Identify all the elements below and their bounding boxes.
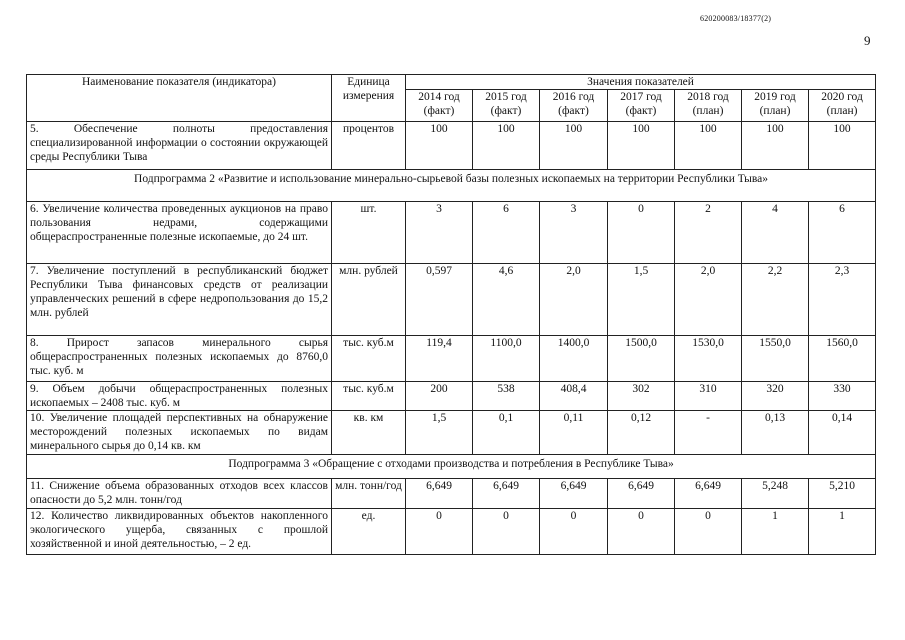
header-year (742, 90, 809, 122)
header-year (473, 90, 540, 122)
header-year-label: 2019 год (754, 91, 796, 103)
indicator-value: 100 (608, 122, 675, 170)
indicator-name: 7. Увеличение поступлений в республиканский бюджет Республики Тыва финансовых средств от реализации управленческих решений в сфере недропользования до 15,2 млн. рублей (27, 264, 332, 336)
indicator-row (27, 509, 876, 555)
indicator-row (27, 122, 876, 170)
header-year-label: 2018 год (687, 91, 729, 103)
indicator-value: 4,6 (473, 264, 540, 336)
indicator-value: - (675, 411, 742, 455)
indicator-value: 0 (540, 509, 608, 555)
indicator-value: 6 (473, 202, 540, 264)
indicator-value: 0 (675, 509, 742, 555)
indicator-value: 0,13 (742, 411, 809, 455)
indicator-value: 100 (675, 122, 742, 170)
indicator-value: 3 (406, 202, 473, 264)
indicator-value: 119,4 (406, 336, 473, 382)
indicator-value: 0,1 (473, 411, 540, 455)
header-year-kind: (факт) (625, 105, 657, 117)
indicator-value: 100 (406, 122, 473, 170)
page-number: 9 (864, 33, 871, 48)
indicator-value: 6,649 (406, 479, 473, 509)
indicator-row (27, 202, 876, 264)
indicator-value: 1,5 (406, 411, 473, 455)
indicator-value: 1400,0 (540, 336, 608, 382)
indicator-value: 1,5 (608, 264, 675, 336)
indicator-value: 1560,0 (809, 336, 876, 382)
indicator-value: 1550,0 (742, 336, 809, 382)
indicator-name: 11. Снижение объема образованных отходов всех классов опасности до 5,2 млн. тонн/год (27, 479, 332, 509)
header-unit: Единица измерения (332, 75, 406, 122)
indicator-value: 6,649 (473, 479, 540, 509)
indicator-value: 0,597 (406, 264, 473, 336)
indicator-value: 302 (608, 382, 675, 411)
header-name: Наименование показателя (индикатора) (27, 75, 332, 122)
indicator-unit: млн. рублей (332, 264, 406, 336)
header-year-label: 2015 год (485, 91, 527, 103)
header-year-label: 2014 год (418, 91, 460, 103)
header-year-label: 2016 год (552, 91, 595, 103)
header-values: Значения показателей (406, 75, 876, 90)
indicator-name: 10. Увеличение площадей перспективных на обнаружение месторождений полезных ископаемых по видам минерального сырья до 0,14 кв. км (27, 411, 332, 455)
indicator-value: 1 (742, 509, 809, 555)
subprogram-title: Подпрограмма 2 «Развитие и использование минерально-сырьевой базы полезных ископаемых на территории Республики Тыва» (27, 170, 876, 202)
indicator-value: 320 (742, 382, 809, 411)
indicator-value: 2,2 (742, 264, 809, 336)
indicator-row (27, 264, 876, 336)
indicator-value: 100 (742, 122, 809, 170)
indicator-name: 9. Объем добычи общераспространенных полезных ископаемых – 2408 тыс. куб. м (27, 382, 332, 411)
indicator-value: 4 (742, 202, 809, 264)
indicator-name: 12. Количество ликвидированных объектов накопленного экологического ущерба, связанных с прошлой хозяйственной и иной деятельностью, – 2 ед. (27, 509, 332, 555)
subprogram-row (27, 455, 876, 479)
indicator-value: 0 (473, 509, 540, 555)
indicator-value: 5,248 (742, 479, 809, 509)
indicator-value: 100 (540, 122, 608, 170)
indicator-value: 1500,0 (608, 336, 675, 382)
header-year-kind: (факт) (490, 105, 522, 117)
header-year (540, 90, 608, 122)
indicator-value: 2,0 (540, 264, 608, 336)
indicator-row (27, 336, 876, 382)
indicator-value: 5,210 (809, 479, 876, 509)
indicator-value: 1 (809, 509, 876, 555)
header-year (675, 90, 742, 122)
header-year-kind: (план) (759, 105, 791, 117)
indicator-value: 2,0 (675, 264, 742, 336)
indicator-value: 6,649 (540, 479, 608, 509)
indicator-value: 6 (809, 202, 876, 264)
indicator-row (27, 479, 876, 509)
indicator-value: 538 (473, 382, 540, 411)
indicator-value: 6,649 (608, 479, 675, 509)
indicator-value: 100 (809, 122, 876, 170)
indicator-value: 0,11 (540, 411, 608, 455)
header-year (809, 90, 876, 122)
indicator-value: 100 (473, 122, 540, 170)
indicator-value: 408,4 (540, 382, 608, 411)
header-year-kind: (план) (826, 105, 858, 117)
indicator-value: 0,12 (608, 411, 675, 455)
subprogram-row (27, 170, 876, 202)
header-year-kind: (план) (692, 105, 724, 117)
indicator-value: 1100,0 (473, 336, 540, 382)
indicator-unit: млн. тонн/год (332, 479, 406, 509)
indicator-unit: кв. км (332, 411, 406, 455)
indicator-value: 0 (608, 202, 675, 264)
indicator-value: 6,649 (675, 479, 742, 509)
indicator-name: 5. Обеспечение полноты предоставления специализированной информации о состоянии окружающей среды Республики Тыва (27, 122, 332, 170)
indicator-value: 3 (540, 202, 608, 264)
indicator-value: 0 (608, 509, 675, 555)
header-year-kind: (факт) (558, 105, 589, 117)
indicator-value: 2 (675, 202, 742, 264)
indicator-unit: шт. (332, 202, 406, 264)
header-year (406, 90, 473, 122)
indicator-value: 0,14 (809, 411, 876, 455)
indicator-name: 8. Прирост запасов минерального сырья общераспространенных полезных ископаемых до 8760,0 тыс. куб. м (27, 336, 332, 382)
header-year-kind: (факт) (423, 105, 455, 117)
indicator-value: 0 (406, 509, 473, 555)
indicator-unit: ед. (332, 509, 406, 555)
header-year-label: 2017 год (620, 91, 662, 103)
indicator-unit: тыс. куб.м (332, 336, 406, 382)
indicator-value: 2,3 (809, 264, 876, 336)
header-year-label: 2020 год (821, 91, 863, 103)
indicator-value: 330 (809, 382, 876, 411)
header-year (608, 90, 675, 122)
indicator-unit: процентов (332, 122, 406, 170)
indicators-table (26, 74, 876, 555)
indicator-value: 1530,0 (675, 336, 742, 382)
indicator-row (27, 411, 876, 455)
document-id: 620200083/18377(2) (700, 14, 772, 23)
subprogram-title: Подпрограмма 3 «Обращение с отходами производства и потребления в Республике Тыва» (27, 455, 876, 479)
indicator-name: 6. Увеличение количества проведенных аукционов на право пользования недрами, содержащими общераспространенные полезные ископаемые, до 24 шт. (27, 202, 332, 264)
indicator-value: 310 (675, 382, 742, 411)
indicator-unit: тыс. куб.м (332, 382, 406, 411)
indicator-value: 200 (406, 382, 473, 411)
indicator-row (27, 382, 876, 411)
